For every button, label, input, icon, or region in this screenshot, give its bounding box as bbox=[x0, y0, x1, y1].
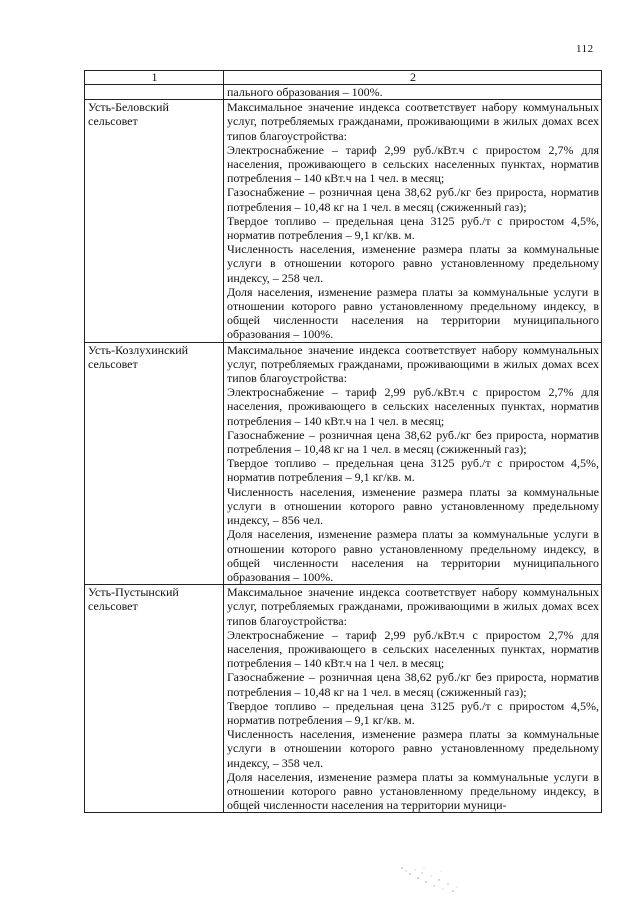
municipality-details bbox=[224, 342, 602, 584]
paragraph-solid-fuel: Твердое топливо – предельная цена 3125 руб./т с приростом 4,5%, норматив потребления – 9,1 кг/кв. м. bbox=[227, 698, 599, 727]
municipality-name: Усть-Козлухинский сельсовет bbox=[85, 342, 224, 584]
index-table bbox=[84, 70, 602, 813]
paragraph-index-summary: Максимальное значение индекса соответствует набору коммунальных услуг, потребляемых гражданами, проживающими в жилых домах всех типов благоустройства: bbox=[227, 585, 599, 628]
continuation-text: пального образования – 100%. bbox=[227, 85, 383, 99]
paragraph-population-share: Доля населения, изменение размера платы за коммунальные услуги в отношении которого равно установленному предельному индексу, в общей численности населения на территории муници- bbox=[227, 769, 599, 813]
scan-speckle-mark bbox=[396, 862, 466, 896]
paragraph-solid-fuel: Твердое топливо – предельная цена 3125 руб./т с приростом 4,5%, норматив потребления – 9,1 кг/кв. м. bbox=[227, 213, 599, 243]
paragraph-electricity: Электроснабжение – тариф 2,99 руб./кВт.ч с приростом 2,7% для населения, проживающего в сельских населенных пунктах, норматив потребления – 140 кВт.ч на 1 чел. в месяц; bbox=[227, 385, 599, 428]
column-header-2: 2 bbox=[224, 71, 602, 85]
municipality-details bbox=[224, 100, 602, 342]
municipality-name: Усть-Пустынский сельсовет bbox=[85, 585, 224, 813]
paragraph-population: Численность населения, изменение размера платы за коммунальные услуги в отношении которого равно установленному предельному индексу, – 856 чел. bbox=[227, 484, 599, 528]
paragraph-index-summary: Максимальное значение индекса соответствует набору коммунальных услуг, потребляемых гражданами, проживающими в жилых домах всех типов благоустройства: bbox=[227, 342, 599, 386]
paragraph-solid-fuel: Твердое топливо – предельная цена 3125 руб./т с приростом 4,5%, норматив потребления – 9,1 кг/кв. м. bbox=[227, 456, 599, 485]
table-row bbox=[85, 342, 602, 584]
page-number: 112 bbox=[576, 43, 594, 55]
table-row bbox=[85, 585, 602, 813]
continuation-cell bbox=[224, 85, 602, 100]
paragraph-population: Численность населения, изменение размера платы за коммунальные услуги в отношении которого равно установленному предельному индексу, – 258 чел. bbox=[227, 242, 599, 285]
paragraph-gas: Газоснабжение – розничная цена 38,62 руб./кг без прироста, норматив потребления – 10,48 кг на 1 чел. в месяц (сжиженный газ); bbox=[227, 670, 599, 699]
column-header-1: 1 bbox=[85, 71, 224, 85]
continuation-row bbox=[85, 85, 602, 100]
paragraph-population-share: Доля населения, изменение размера платы за коммунальные услуги в отношении которого равно установленному предельному индексу, в общей численности населения на территории муниципального образования – 100%. bbox=[227, 284, 599, 342]
municipality-name: Усть-Беловский сельсовет bbox=[85, 100, 224, 342]
municipality-details bbox=[224, 585, 602, 813]
paragraph-gas: Газоснабжение – розничная цена 38,62 руб./кг без прироста, норматив потребления – 10,48 кг на 1 чел. в месяц (сжиженный газ); bbox=[227, 427, 599, 457]
paragraph-population: Численность населения, изменение размера платы за коммунальные услуги в отношении которого равно установленному предельному индексу, – 358 чел. bbox=[227, 727, 599, 770]
header-row bbox=[85, 71, 602, 85]
paragraph-index-summary: Максимальное значение индекса соответствует набору коммунальных услуг, потребляемых гражданами, проживающими в жилых домах всех типов благоустройства: bbox=[227, 100, 599, 143]
paragraph-gas: Газоснабжение – розничная цена 38,62 руб./кг без прироста, норматив потребления – 10,48 кг на 1 чел. в месяц (сжиженный газ); bbox=[227, 185, 599, 214]
paragraph-electricity: Электроснабжение – тариф 2,99 руб./кВт.ч с приростом 2,7% для населения, проживающего в сельских населенных пунктах, норматив потребления – 140 кВт.ч на 1 чел. в месяц; bbox=[227, 142, 599, 186]
paragraph-electricity: Электроснабжение – тариф 2,99 руб./кВт.ч с приростом 2,7% для населения, проживающего в сельских населенных пунктах, норматив потребления – 140 кВт.ч на 1 чел. в месяц; bbox=[227, 627, 599, 671]
table-row bbox=[85, 100, 602, 342]
paragraph-population-share: Доля населения, изменение размера платы за коммунальные услуги в отношении которого равно установленному предельному индексу, в общей численности населения на территории муниципального образования – 100%. bbox=[227, 527, 599, 584]
continuation-empty-cell bbox=[85, 85, 224, 100]
